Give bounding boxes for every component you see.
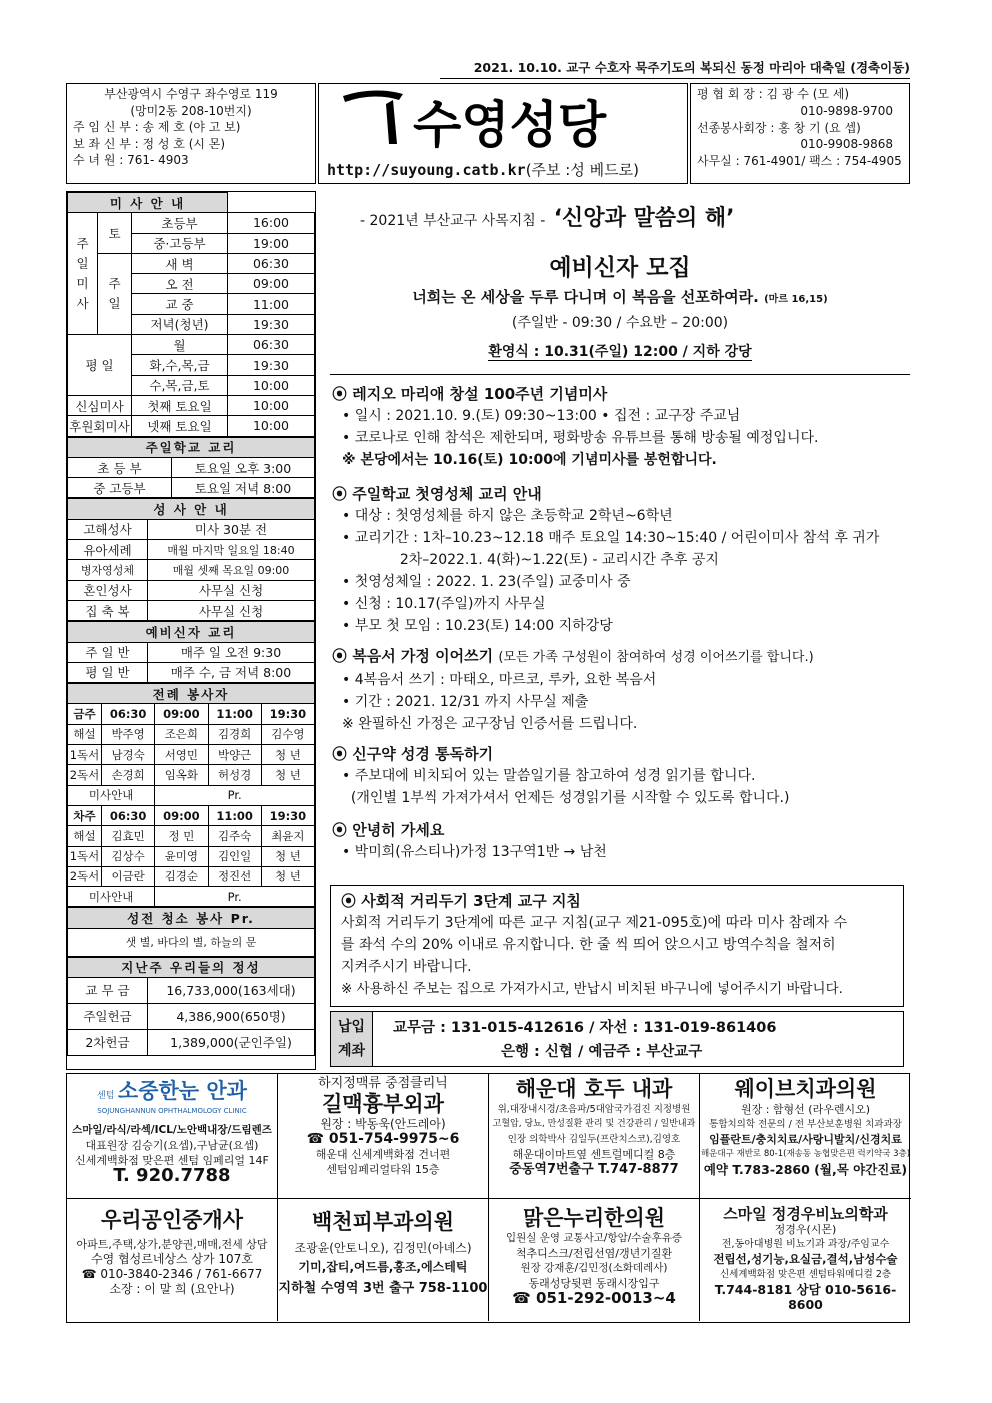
offering-type: 교 무 금 [68,977,148,1003]
mass-time: 16:00 [228,213,315,233]
ad-dermatology[interactable]: 백천피부과의원 조광윤(안토니오), 김정민(아녜스) 기미,잡티,여드름,홍조,에스테틱 지하철 수영역 3번 출구 758-1100 [278,1199,489,1321]
bank-accounts: 교무금 : 131-015-412616 / 자선 : 131-019-861406 [393,1020,777,1036]
bank-holder: 은행 : 신협 / 예금주 : 부산교구 [501,1044,703,1060]
server: 김경희 [208,724,261,744]
news-line: • 교리기간 : 1차–10.23~12.18 매주 토요일 14:30~15:40 / 어린이미사 참석 후 귀가 [342,530,880,546]
recruit-times: (주일반 - 09:30 / 수요반 – 20:00) [511,315,729,331]
social-distancing-box [330,885,904,1007]
mass-schedule-table [67,192,315,437]
mass-name: 교 중 [132,294,228,314]
news-line: 2차–2022.1. 4(화)~1.22(토) - 교리시간 추후 공지 [342,552,719,568]
parish-logo-text: 수영성당 [413,95,607,152]
server: 남경숙 [102,745,155,765]
offering-amount: 4,386,900(650명) [148,1003,315,1029]
ad-real-estate[interactable]: 우리공인중개사 아파트,주택,상가,분양권,매매,전세 상담 수영 협성르네상스 상가 107호 ☎ 010-3840-2346 / 761-6677 소장 : 이 말 희 (요안나) [67,1199,278,1321]
ad-internal-medicine[interactable]: 해운대 호두 내과 위,대장내시경/초음파/5대암국가검진 지정병원 고혈압, 당뇨, 만성질환 관리 및 건강관리 / 일반내과 인장 의학박사 김일두(프란치스코),김영호 해운대이마트옆 센트럴메디컬 8층 중동역7번출구 T.747-8877 [489,1074,700,1199]
slogan-prefix: - 2021년 부산교구 사목지침 - [360,213,546,229]
sacrament-name: 고해성사 [68,519,148,539]
news-line: • 기간 : 2021. 12/31 까지 사무실 제출 [342,694,589,710]
server: 손경희 [102,765,155,785]
sacrament-time: 사무실 신청 [148,580,315,600]
news-item: ⦿ 안녕히 가세요 • 박미희(유스티나)가정 13구역1반 → 남천 [332,819,910,863]
distancing-line: 사회적 거리두기 3단계에 따른 교구 지침(교구 제21-095호)에 따라 미사 참례자 수 [341,915,848,931]
offering-amount: 16,733,000(163세대) [148,977,315,1003]
mass-time: 11:00 [208,805,261,825]
news-item: ⦿ 복음서 가정 이어쓰기 (모든 가족 구성원이 참여하여 성경 이어쓰기를 합니다.) • 4복음서 쓰기 : 마태오, 마르코, 루카, 요한 복음서 • 기간 : 2021. 12/31 까지 사무실 제출 ※ 완필하신 가정은 교구장님 인증서를 드립니다. [332,645,910,735]
mass-time: 09:00 [228,274,315,294]
cleaning-groups: 샛 별, 바다의 별, 하늘의 문 [68,928,315,956]
special-mass-day: 넷째 토요일 [132,416,228,436]
usher-value: Pr. [155,887,315,907]
server: 이금란 [102,866,155,886]
server: 박주영 [102,724,155,744]
recruit-title: 예비신자 모집 [549,255,691,281]
server: 조은희 [155,724,208,744]
funeral-president: 선종봉사회장 : 홍 창 기 (요 셉) [697,120,861,135]
week-label: 금주 [68,704,102,724]
news-line: • 코로나로 인해 참석은 제한되며, 평화방송 유튜브를 통해 방송될 예정입니다. [342,430,819,446]
left-schedule-column [66,191,316,1070]
news-line: ※ 완필하신 가정은 교구장님 인증서를 드립니다. [342,716,638,732]
class-name: 주 일 반 [68,642,148,662]
header-date-line: 2021. 10.10. 교구 수호자 묵주기도의 복되신 동정 마리아 대축일 (경축이동) [440,58,910,79]
server: 윤미영 [155,846,208,866]
news-item: ⦿ 레지오 마리애 창설 100주년 기념미사 • 일시 : 2021.10. 9.(토) 09:30~13:00 • 집전 : 교구장 주교님 • 코로나로 인해 참석은 제한되며, 평화방송 유튜브를 통해 방송될 예정입니다. ※ 본당에서는 10.16(토) 10:00에 기념미사를 봉헌합니다. [332,383,910,471]
server: 청 년 [261,866,314,886]
mass-time: 06:30 [228,335,315,355]
server: 정 민 [155,826,208,846]
server: 허성경 [208,765,261,785]
special-mass-name: 신심미사 [68,395,132,415]
news-title: 신구약 성경 통독하기 [352,745,494,763]
server: 청 년 [261,745,314,765]
sacrament-time: 매월 셋째 목요일 09:00 [148,560,315,580]
slogan-main: ‘신앙과 말씀의 해’ [553,206,735,231]
advertisements-grid [66,1073,910,1323]
news-title: 주일학교 첫영성체 교리 안내 [352,485,542,503]
sunday-school-table [67,437,315,499]
distancing-line: 지켜주시기 바랍니다. [341,959,472,975]
ad-dental-clinic[interactable]: 웨이브치과의원 원장 : 함형선 (라우렌시오) 통합치의학 전문의 / 전 부산보훈병원 치과과장 임플란트/충치치료/사랑니발치/신경치료 해운대구 재반로 80-1(재송동 농협맞은편 럭키약국 3층) 예약 T.783-2860 (월,목 야간진료) [700,1074,911,1199]
ad-oriental-medicine[interactable]: 맑은누리한의원 입원실 운영 교통사고/항암/수술후유증 척추디스크/전립선염/갱년기질환 원장 강재훈/김민정(소화데레사) 동래성당뒷편 동래시장입구 ☎ 051-292-0013~4 [489,1199,700,1321]
address-line: (망미2동 208-10번지) [130,103,252,118]
mass-time: 09:00 [155,704,208,724]
special-mass-day: 첫째 토요일 [132,395,228,415]
sacrament-name: 혼인성사 [68,580,148,600]
news-line: ※ 본당에서는 10.16(토) 10:00에 기념미사를 봉헌합니다. [342,452,717,468]
sacrament-time: 매월 마지막 일요일 18:40 [148,540,315,560]
sacrament-time: 사무실 신청 [148,600,315,620]
mass-name: 화,수,목,금 [132,355,228,375]
role: 해설 [68,826,102,846]
mass-name: 오 전 [132,274,228,294]
mass-name: 월 [132,335,228,355]
usher-label: 미사안내 [68,785,155,805]
mass-time: 06:30 [102,805,155,825]
sacrament-name: 집 축 복 [68,600,148,620]
sacraments-table [67,498,315,621]
sacrament-name: 유아세례 [68,540,148,560]
ad-eye-clinic[interactable]: 센텀 소중한눈 안과 SOJUNGHANNUN OPHTHALMOLOGY CLINIC 스마일/라식/라섹/ICL/노안백내장/드림렌즈 대표원장 김승기(요셉),구남균(요셉) 신세계백화점 맞은편 센텀 임페리얼 14F T. 920.7788 [67,1074,278,1199]
server: 김효민 [102,826,155,846]
parish-logo-box [318,83,688,184]
special-mass-time: 10:00 [228,416,315,436]
server: 김주숙 [208,826,261,846]
bank-label: 납입 계좌 [331,1012,373,1066]
diocese-slogan [360,201,735,232]
news-item: ⦿ 주일학교 첫영성체 교리 안내 • 대상 : 첫영성체를 하지 않은 초등학교 2학년~6학년 • 교리기간 : 1차–10.23~12.18 매주 토요일 14:30~15:40 / 어린이미사 참석 후 귀가 2차–2022.1. 4(화)~1.22(토) - 교리시간 추후 공지 • 첫영성체일 : 2022. 1. 23(주일) 교중미사 중 • 신청 : 10.17(주일)까지 사무실 • 부모 첫 모임 : 10.23(토) 14:00 지하강당 [332,483,910,637]
news-note: (모든 가족 구성원이 참여하여 성경 이어쓰기를 합니다.) [498,650,814,665]
mass-name: 중·고등부 [132,233,228,253]
assistant-priest-line: 보 좌 신 부 : 정 성 호 (시 몬) [73,136,226,151]
special-mass-name: 후원회미사 [68,416,132,436]
class-time: 토요일 오후 3:00 [172,457,315,477]
news-item: ⦿ 신구약 성경 통독하기 • 주보대에 비치되어 있는 말씀일기를 참고하여 성경 읽기를 합니다. (개인별 1부씩 가져가셔서 언제든 성경읽기를 시작할 수 있도록 합니다.) [332,743,910,809]
ad-urology[interactable]: 스마일 정경우비뇨의학과 정경우(시몬) 전,동아대병원 비뇨기과 과장/주임교수 전립선,성기능,요실금,결석,남성수술 신세계백화점 맞은편 센텀타워메디컬 2층 T.744-8181 상담 010-5616-8600 [713,1205,898,1312]
recruit-verse: 너희는 온 세상을 두루 다니며 이 복음을 선포하여라. (마르 16,15) [412,288,828,306]
server: 김경순 [155,866,208,886]
divider [330,374,910,375]
sacrament-time: 미사 30분 전 [148,519,315,539]
mass-time: 19:30 [228,314,315,334]
special-mass-time: 10:00 [228,395,315,415]
website-url[interactable]: http://suyoung.catb.kr(주보 :성 베드로) [327,161,639,179]
news-line: • 신청 : 10.17(주일)까지 사무실 [342,596,546,612]
contact-box [690,83,910,184]
mass-time: 10:00 [228,375,315,395]
news-line: • 대상 : 첫영성체를 하지 않은 초등학교 2학년~6학년 [342,508,673,524]
sunday-label: 주 일 [98,253,132,334]
server: 임옥화 [155,765,208,785]
mass-name: 초등부 [132,213,228,233]
sunday-mass-label: 주 일 미 사 [68,213,98,335]
server: 청 년 [261,846,314,866]
class-name: 평 일 반 [68,662,148,682]
mass-time: 11:00 [208,704,261,724]
sacraments-title: 성 사 안 내 [68,499,315,519]
role: 해설 [68,724,102,744]
offering-amount: 1,389,000(군인주일) [148,1029,315,1055]
usher-label: 미사안내 [68,887,155,907]
mass-name: 새 벽 [132,253,228,273]
offering-table [67,957,315,1056]
news-title: 레지오 마리애 창설 100주년 기념미사 [352,385,608,403]
ad-vascular-clinic[interactable]: 하지정맥류 중점클리닉 길맥흉부외과 원장 : 박동욱(안드레아) ☎ 051-754-9975~6 해운대 신세계백화점 건너편 센텀임페리얼타워 15층 [278,1074,489,1199]
address-line: 부산광역시 수영구 좌수영로 119 [104,87,278,101]
weekday-label: 평 일 [68,335,132,396]
recruit-welcome: 환영식 : 10.31(주일) 12:00 / 지하 강당 [488,344,752,360]
bank-account-box [330,1011,904,1067]
sacrament-name: 병자영성체 [68,560,148,580]
server: 김인일 [208,846,261,866]
patron-saint: (주보 :성 베드로) [525,161,639,179]
news-title: 복음서 가정 이어쓰기 [352,647,494,665]
distancing-line: ※ 사용하신 주보는 집으로 가져가시고, 반납시 비치된 바구니에 넣어주시기 바랍니다. [341,981,843,997]
mass-time: 09:00 [155,805,208,825]
mass-section-title: 미 사 안 내 [68,193,228,213]
mass-time: 19:00 [228,233,315,253]
role: 2독서 [68,866,102,886]
office-phone: 사무실 : 761-4901/ 팩스 : 754-4905 [697,154,902,169]
usher-value: Pr. [155,785,315,805]
role: 1독서 [68,846,102,866]
funeral-phone: 010-9908-9868 [800,137,893,152]
class-name: 초 등 부 [68,457,172,477]
offering-type: 2차헌금 [68,1029,148,1055]
mass-time: 06:30 [102,704,155,724]
offering-type: 주일헌금 [68,1003,148,1029]
class-time: 토요일 저녁 8:00 [172,478,315,498]
news-line: • 4복음서 쓰기 : 마태오, 마르코, 루카, 요한 복음서 [342,672,657,688]
week-label: 차주 [68,805,102,825]
server: 서영민 [155,745,208,765]
news-line: (개인별 1부씩 가져가셔서 언제든 성경읽기를 시작할 수 있도록 합니다.) [342,790,790,806]
news-line: • 일시 : 2021.10. 9.(토) 09:30~13:00 • 집전 : 교구장 주교님 [342,408,741,424]
server: 김상수 [102,846,155,866]
cleaning-table [67,907,315,956]
role: 2독서 [68,765,102,785]
mass-time: 11:00 [228,294,315,314]
parish-logo [333,86,653,152]
council-phone: 010-9898-9700 [800,103,893,118]
offering-title: 지난주 우리들의 정성 [68,957,315,977]
mass-name: 저녁(청년) [132,314,228,334]
liturgy-servers-table [67,683,315,907]
announcements-area [330,191,910,860]
server: 정진선 [208,866,261,886]
mass-time: 06:30 [228,253,315,273]
class-time: 매주 수, 금 저녁 8:00 [148,662,315,682]
catechumen-title: 예비신자 교리 [68,622,315,642]
parish-address-box [66,83,316,184]
servers-title: 전례 봉사자 [68,684,315,704]
news-line: • 부모 첫 모임 : 10.23(토) 14:00 지하강당 [342,618,613,634]
news-title: 안녕히 가세요 [352,821,445,839]
server: 박양근 [208,745,261,765]
news-line: • 주보대에 비치되어 있는 말씀일기를 참고하여 성경 읽기를 합니다. [342,768,756,784]
mass-name: 수,목,금,토 [132,375,228,395]
mass-time: 19:30 [261,805,314,825]
class-name: 중 고등부 [68,478,172,498]
role: 1독서 [68,745,102,765]
pastor-line: 주 임 신 부 : 송 제 호 (야 고 보) [73,120,241,135]
cleaning-title: 성전 청소 봉사 Pr. [68,908,315,928]
mass-time: 19:30 [261,704,314,724]
council-president: 평 협 회 장 : 김 광 수 (모 세) [697,87,850,101]
news-line: • 첫영성체일 : 2022. 1. 23(주일) 교중미사 중 [342,574,631,590]
server: 김수영 [261,724,314,744]
server: 청 년 [261,765,314,785]
mass-time: 19:30 [228,355,315,375]
news-line: • 박미희(유스티나)가정 13구역1반 → 남천 [342,844,607,860]
server: 최윤지 [261,826,314,846]
sunday-school-title: 주일학교 교리 [68,437,315,457]
distancing-line: 를 좌석 수의 20% 이내로 유지합니다. 한 줄 씩 띄어 앉으시고 방역수칙을 철저히 [341,937,836,953]
convent-line: 수 녀 원 : 761- 4903 [73,153,189,168]
catechumen-table [67,621,315,683]
class-time: 매주 일 오전 9:30 [148,642,315,662]
saturday-label: 토 [98,213,132,254]
distancing-title: ⦿ 사회적 거리두기 3단계 교구 지침 [341,892,581,910]
